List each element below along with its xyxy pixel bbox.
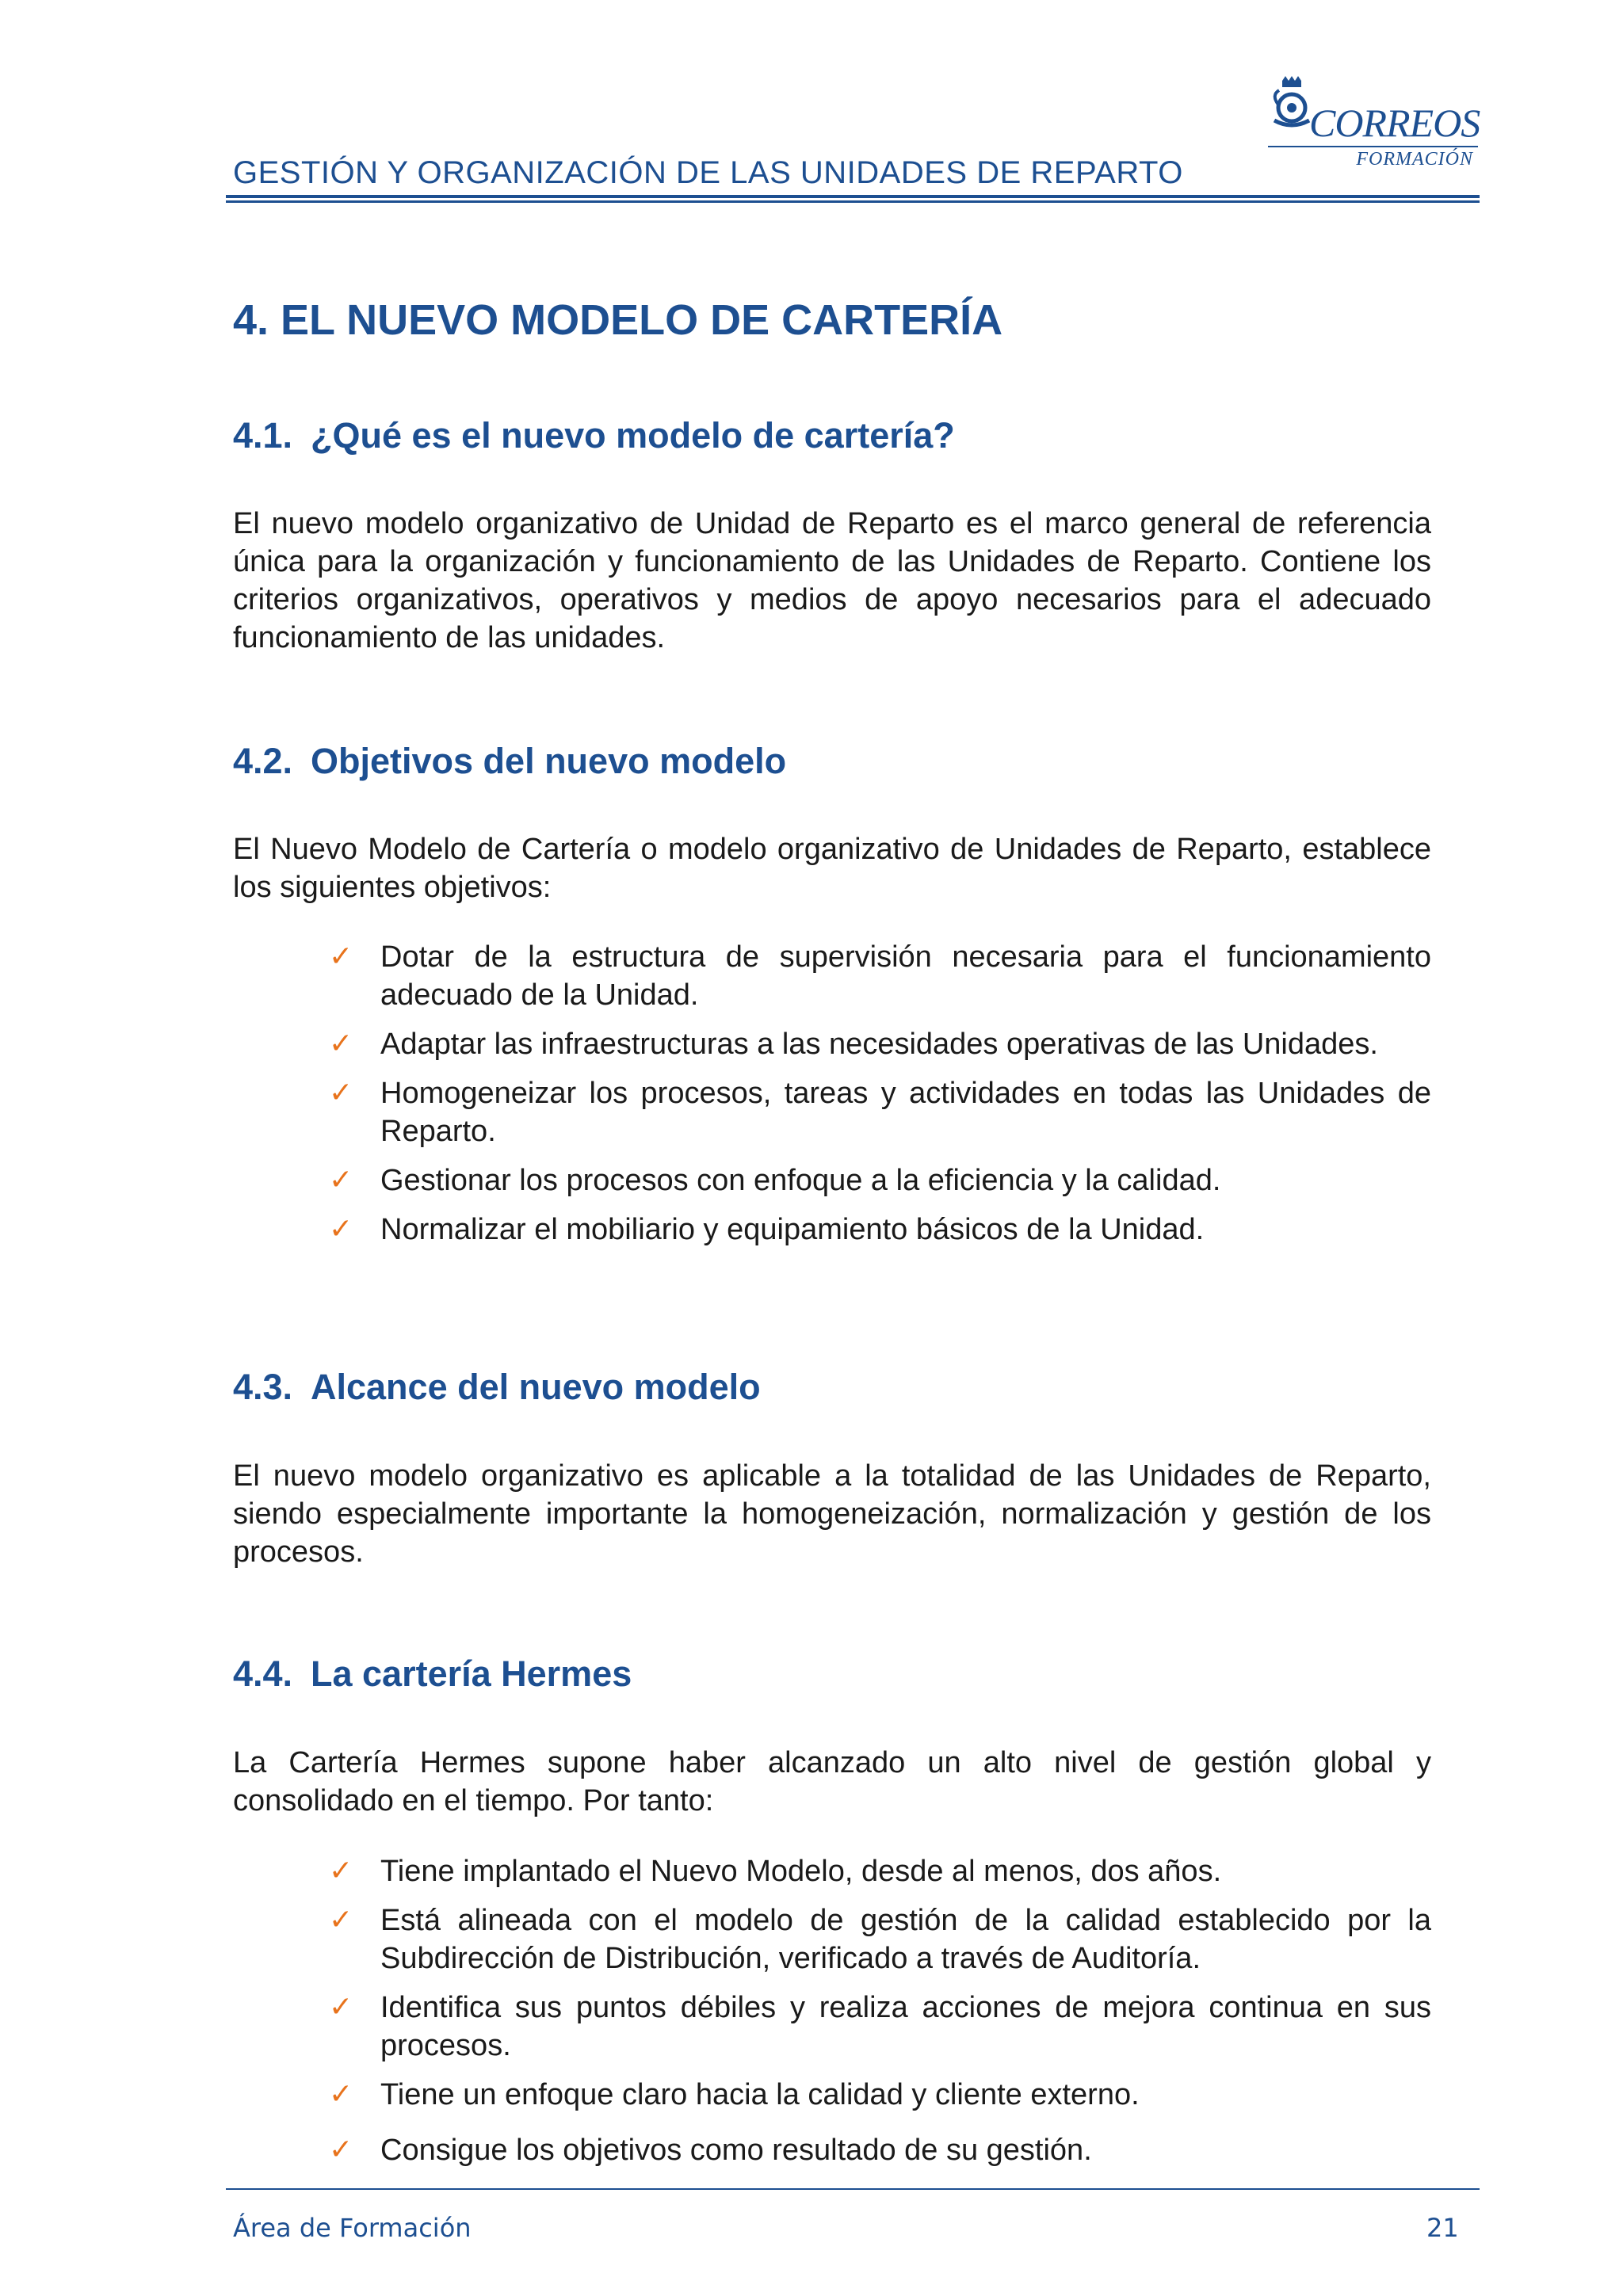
footer-rule (226, 2188, 1480, 2190)
checkmark-icon: ✓ (329, 1991, 353, 2023)
chapter-title: 4. EL NUEVO MODELO DE CARTERÍA (233, 296, 1003, 344)
checkmark-icon: ✓ (329, 940, 353, 973)
list-item: ✓ Normalizar el mobiliario y equipamiento básicos de la Unidad. (329, 1211, 1431, 1249)
list-item: ✓ Consigue los objetivos como resultado de su gestión. (329, 2131, 1431, 2169)
header-rule-thin (226, 200, 1480, 203)
checkmark-icon: ✓ (329, 1028, 353, 1060)
post-horn-crown-icon (1268, 76, 1316, 132)
paragraph: La Cartería Hermes supone haber alcanzado un alto nivel de gestión global y consolidado en el tiempo. Por tanto: (233, 1746, 1431, 1817)
section-heading-4-4 (233, 1653, 632, 1695)
correos-formacion-logo (1268, 76, 1478, 175)
section-number: 4.4. (233, 1653, 293, 1694)
checkmark-icon: ✓ (329, 1077, 353, 1109)
running-header: GESTIÓN Y ORGANIZACIÓN DE LAS UNIDADES DE REPARTO (233, 155, 1183, 190)
paragraph: El Nuevo Modelo de Cartería o modelo organizativo de Unidades de Reparto, establece los siguientes objetivos: (233, 833, 1431, 904)
header-rule (226, 195, 1480, 198)
section-number: 4.3. (233, 1367, 293, 1407)
section-title: ¿Qué es el nuevo modelo de cartería? (311, 415, 955, 456)
checkmark-icon: ✓ (329, 2078, 353, 2111)
list-item: ✓ Gestionar los procesos con enfoque a la eficiencia y la calidad. (329, 1161, 1431, 1199)
section-number: 4.1. (233, 415, 293, 456)
list-item: ✓ Está alineada con el modelo de gestión de la calidad establecido por la Subdirección de Distribución, verificado a través de Auditoría. (329, 1901, 1431, 1978)
section-title: Alcance del nuevo modelo (311, 1367, 761, 1407)
list-item: ✓ Dotar de la estructura de supervisión necesaria para el funcionamiento adecuado de la Unidad. (329, 938, 1431, 1014)
section-number: 4.2. (233, 741, 293, 781)
checkmark-icon: ✓ (329, 1164, 353, 1196)
section-heading-4-2 (233, 741, 786, 782)
section-title: Objetivos del nuevo modelo (311, 741, 787, 781)
checkmark-icon: ✓ (329, 1855, 353, 1887)
section-heading-4-1 (233, 415, 955, 456)
checkmark-icon: ✓ (329, 1904, 353, 1936)
paragraph: El nuevo modelo organizativo es aplicable a la totalidad de las Unidades de Reparto, siendo especialmente importante la homogeneización, normalización y gestión de los procesos. (233, 1459, 1431, 1569)
checkmark-icon: ✓ (329, 1213, 353, 1245)
list-item: ✓ Tiene un enfoque claro hacia la calidad y cliente externo. (329, 2076, 1431, 2114)
hermes-criteria-list (329, 1852, 1431, 2169)
page-number: 21 (1426, 2213, 1459, 2243)
list-item: ✓ Tiene implantado el Nuevo Modelo, desde al menos, dos años. (329, 1852, 1431, 1890)
checkmark-icon: ✓ (329, 2134, 353, 2166)
section-title: La cartería Hermes (311, 1653, 632, 1694)
footer-label: Área de Formación (233, 2213, 472, 2243)
list-item: ✓ Homogeneizar los procesos, tareas y actividades en todas las Unidades de Reparto. (329, 1074, 1431, 1150)
logo-wordmark: CORREOS (1309, 101, 1480, 145)
logo-divider (1268, 146, 1478, 147)
section-heading-4-3 (233, 1367, 761, 1408)
list-item: ✓ Identifica sus puntos débiles y realiza acciones de mejora continua en sus procesos. (329, 1989, 1431, 2065)
paragraph: El nuevo modelo organizativo de Unidad de Reparto es el marco general de referencia única para la organización y funcionamiento de las Unidades de Reparto. Contiene los criterios organizativos, operativos y medios de apoyo necesarios para el adecuado funcionamiento de las unidades. (233, 507, 1431, 654)
list-item: ✓ Adaptar las infraestructuras a las necesidades operativas de las Unidades. (329, 1025, 1431, 1063)
objectives-list (329, 938, 1431, 1249)
logo-subtitle: FORMACIÓN (1356, 149, 1473, 170)
